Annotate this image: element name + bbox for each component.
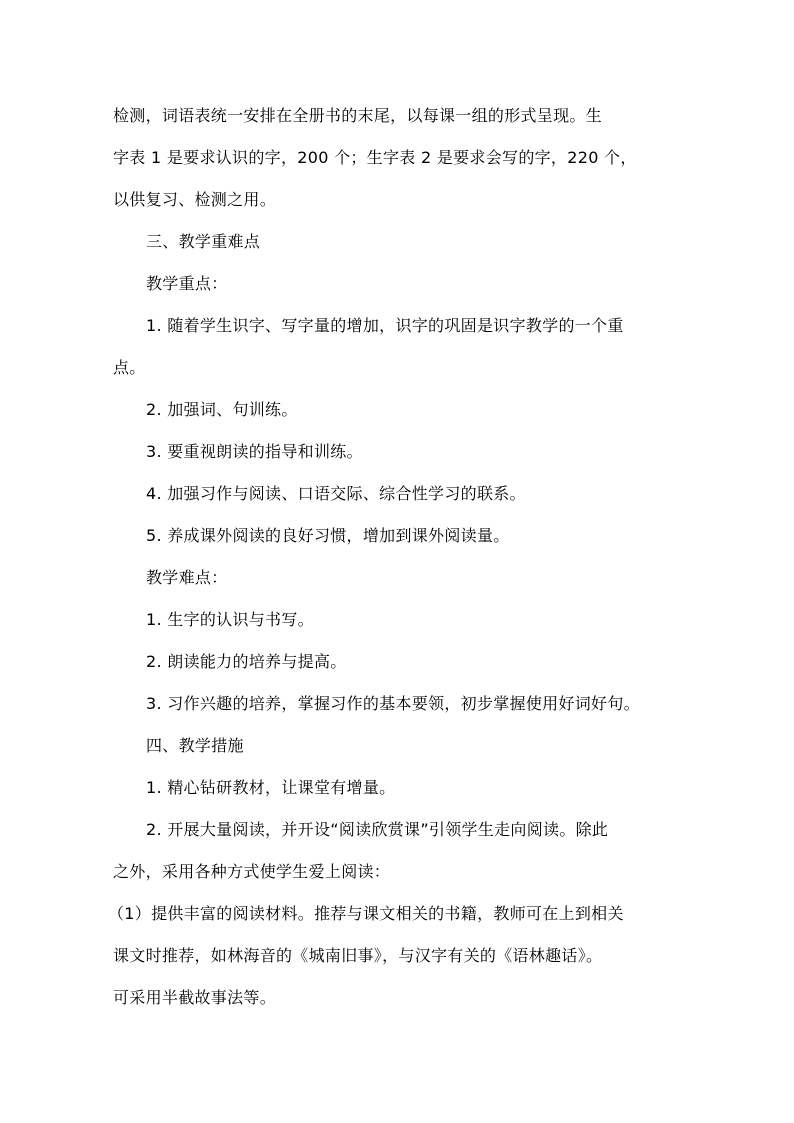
text-line: 3. 要重视朗读的指导和训练。 bbox=[146, 442, 363, 461]
text-line: 2. 加强词、句训练。 bbox=[146, 400, 298, 419]
text-line: 5. 养成课外阅读的良好习惯，增加到课外阅读量。 bbox=[146, 526, 510, 545]
text-line: 字表 1 是要求认识的字，200 个；生字表 2 是要求会写的字，220 个， bbox=[113, 148, 637, 167]
subheading: 教学重点： bbox=[146, 274, 228, 293]
subheading: 教学难点： bbox=[146, 568, 228, 587]
text-line: 点。 bbox=[113, 358, 146, 377]
text-line: 1. 生字的认识与书写。 bbox=[146, 610, 314, 629]
text-line: 检测，词语表统一安排在全册书的末尾，以每课一组的形式呈现。生 bbox=[113, 106, 603, 125]
text-line: 可采用半截故事法等。 bbox=[113, 988, 277, 1007]
text-line: （1）提供丰富的阅读材料。推荐与课文相关的书籍，教师可在上到相关 bbox=[108, 904, 624, 923]
section-heading: 四、教学措施 bbox=[146, 736, 244, 755]
text-line: 3. 习作兴趣的培养，掌握习作的基本要领，初步掌握使用好词好句。 bbox=[146, 694, 640, 713]
section-heading: 三、教学重难点 bbox=[146, 232, 261, 251]
text-line: 2. 朗读能力的培养与提高。 bbox=[146, 652, 347, 671]
text-line: 课文时推荐，如林海音的《城南旧事》，与汉字有关的《语林趣话》。 bbox=[113, 946, 603, 965]
text-line: 以供复习、检测之用。 bbox=[113, 190, 277, 209]
text-line: 1. 随着学生识字、写字量的增加，识字的巩固是识字教学的一个重 bbox=[146, 316, 624, 335]
text-line: 1. 精心钻研教材，让课堂有增量。 bbox=[146, 778, 396, 797]
text-line: 2. 开展大量阅读，并开设“阅读欣赏课”引领学生走向阅读。除此 bbox=[146, 820, 609, 839]
text-line: 4. 加强习作与阅读、口语交际、综合性学习的联系。 bbox=[146, 484, 526, 503]
text-line: 之外，采用各种方式使学生爱上阅读： bbox=[113, 862, 391, 881]
